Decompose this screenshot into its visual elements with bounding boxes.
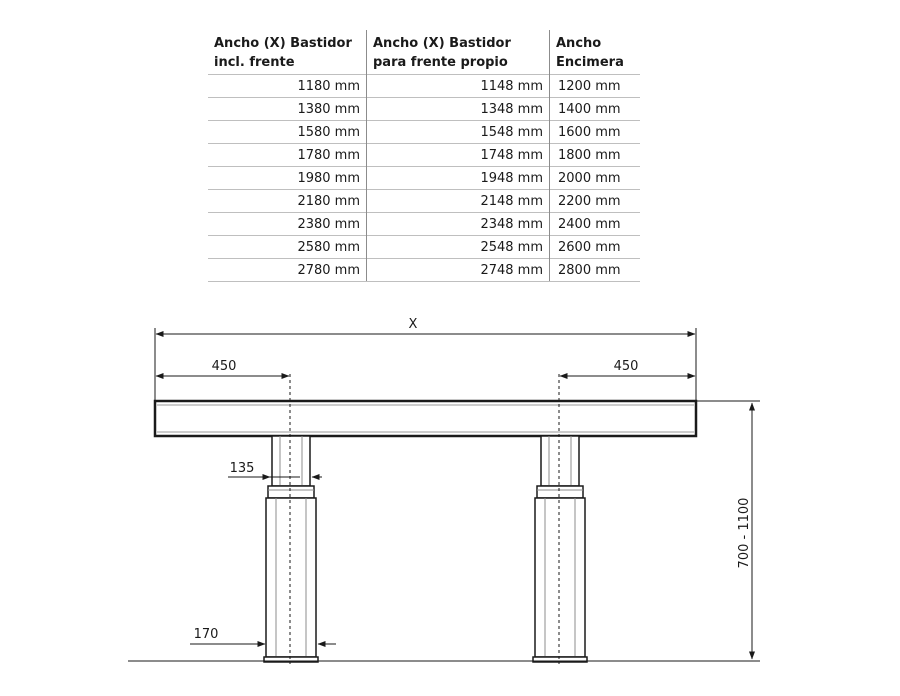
cell: 2200 mm	[550, 190, 641, 213]
cell: 1148 mm	[367, 75, 550, 98]
dimension-left-450	[156, 359, 289, 376]
cell: 2380 mm	[208, 213, 367, 236]
cell: 1180 mm	[208, 75, 367, 98]
cell: 1800 mm	[550, 144, 641, 167]
cell: 1948 mm	[367, 167, 550, 190]
dimension-right-450-label: 450	[613, 359, 639, 374]
dimension-left-450-label: 450	[211, 359, 237, 374]
dimension-135-label: 135	[229, 461, 255, 476]
header-worktop-width: Ancho Encimera	[550, 30, 641, 75]
cell: 1600 mm	[550, 121, 641, 144]
cell: 1980 mm	[208, 167, 367, 190]
worktop	[155, 401, 696, 436]
cell: 2600 mm	[550, 236, 641, 259]
dimension-height-label: 700 - 1100	[737, 497, 752, 569]
cell: 2780 mm	[208, 259, 367, 282]
cell: 1580 mm	[208, 121, 367, 144]
cell: 1748 mm	[367, 144, 550, 167]
cell: 2000 mm	[550, 167, 641, 190]
cell: 2748 mm	[367, 259, 550, 282]
header-frame-width-incl-front: Ancho (X) Bastidor incl. frente	[214, 36, 352, 70]
cell: 1548 mm	[367, 121, 550, 144]
cell: 2148 mm	[367, 190, 550, 213]
cell: 2400 mm	[550, 213, 641, 236]
cell: 2548 mm	[367, 236, 550, 259]
dimension-x-label: X	[408, 317, 418, 332]
cell: 1780 mm	[208, 144, 367, 167]
dimension-height	[696, 401, 760, 661]
dimension-x	[156, 317, 695, 334]
dimension-170-label: 170	[193, 627, 219, 642]
cell: 2800 mm	[550, 259, 641, 282]
cell: 1380 mm	[208, 98, 367, 121]
cell: 2180 mm	[208, 190, 367, 213]
cell: 2348 mm	[367, 213, 550, 236]
cell: 1348 mm	[367, 98, 550, 121]
cell: 2580 mm	[208, 236, 367, 259]
cell: 1200 mm	[550, 75, 641, 98]
cell: 1400 mm	[550, 98, 641, 121]
dimension-right-450	[560, 359, 695, 376]
header-frame-width-own-front: Ancho (X) Bastidor para frente propio	[367, 30, 550, 75]
